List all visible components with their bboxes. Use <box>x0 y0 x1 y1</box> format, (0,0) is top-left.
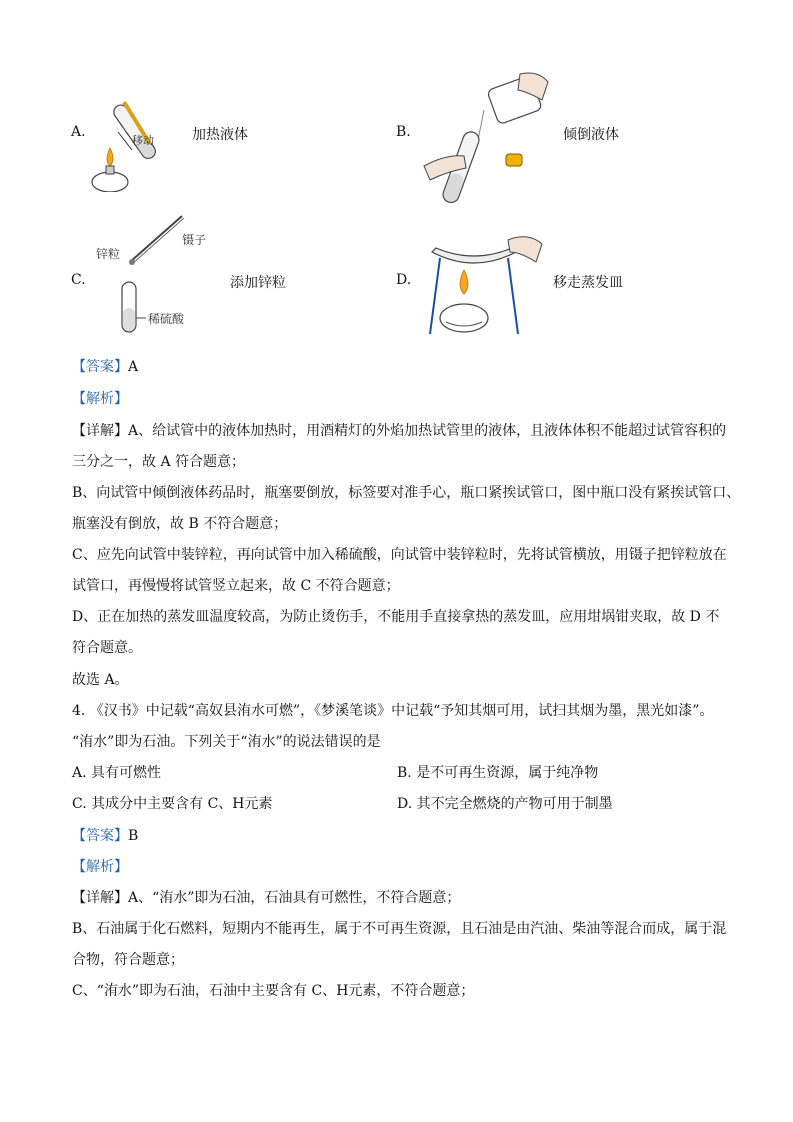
answer-value: B <box>128 828 139 844</box>
option-a-letter: A. <box>71 124 86 140</box>
detail-text: A、“洧水”即为石油，石油具有可燃性，不符合题意； <box>128 890 461 906</box>
detail-tag: 【详解】 <box>72 423 128 439</box>
pouring-liquid-figure <box>420 70 560 210</box>
q4-option-d: D. 其不完全燃烧的产物可用于制墨 <box>397 796 613 812</box>
option-c-caption: 添加锌粒 <box>230 275 286 291</box>
q3-line: C、应先向试管中装锌粒，再向试管中加入稀硫酸，向试管中装锌粒时，先将试管横放，用镊子把锌粒放在 <box>72 547 727 563</box>
svg-text:移动: 移动 <box>132 134 154 147</box>
q3-line: B、向试管中倾倒液体药品时，瓶塞要倒放，标签要对准手心，瓶口紧挨试管口，图中瓶口没有紧挨试管口、 <box>72 485 741 501</box>
option-d-caption: 移走蒸发皿 <box>553 275 623 291</box>
q4-analysis-tag: 【解析】 <box>72 859 128 875</box>
q3-line: 三分之一，故 A 符合题意； <box>72 454 246 470</box>
option-a-caption: 加热液体 <box>192 127 248 143</box>
option-b-letter: B. <box>396 124 411 140</box>
answer-tag: 【答案】 <box>72 359 128 375</box>
answer-value: A <box>128 359 139 375</box>
q4-line: C、“洧水”即为石油，石油中主要含有 C、H元素，不符合题意； <box>72 983 475 999</box>
q4-stem-line-1: 4. 《汉书》中记载“高奴县洧水可燃”，《梦溪笔谈》中记载“予知其烟可用，试扫其烟为墨，黑光如漆”。 <box>72 703 714 719</box>
q4-answer <box>72 826 138 846</box>
detail-text: A、给试管中的液体加热时，用酒精灯的外焰加热试管里的液体，且液体体积不能超过试管容积的 <box>128 423 727 439</box>
q3-answer <box>72 357 138 377</box>
svg-text:稀硫酸: 稀硫酸 <box>148 312 185 326</box>
answer-tag: 【答案】 <box>72 828 128 844</box>
q3-line: 故选 A。 <box>72 672 129 688</box>
evaporating-dish-figure <box>424 234 544 338</box>
heating-liquid-figure <box>88 92 188 192</box>
option-c-letter: C. <box>71 272 86 288</box>
svg-text:镊子: 镊子 <box>182 233 207 247</box>
q3-line: 符合题意。 <box>72 640 142 656</box>
q4-option-c: C. 其成分中主要含有 C、H元素 <box>72 796 273 812</box>
detail-tag: 【详解】 <box>72 890 128 906</box>
q3-line: D、正在加热的蒸发皿温度较高，为防止烫伤手，不能用手直接拿热的蒸发皿，应用坩埚钳夹取，故 D 不 <box>72 609 720 625</box>
svg-text:锌粒: 锌粒 <box>96 247 121 261</box>
q3-analysis-tag: 【解析】 <box>72 391 128 407</box>
q3-detail-line-0 <box>72 421 726 441</box>
q4-option-a: A. 具有可燃性 <box>72 765 162 781</box>
q4-detail-line-0 <box>72 888 460 908</box>
adding-zinc-figure <box>90 206 230 336</box>
option-d-letter: D. <box>396 272 412 288</box>
q4-line: 合物，符合题意； <box>72 952 184 968</box>
option-b-caption: 倾倒液体 <box>563 127 619 143</box>
q4-stem-line-2: “洧水”即为石油。下列关于“洧水”的说法错误的是 <box>72 734 381 750</box>
q3-line: 试管口，再慢慢将试管竖立起来，故 C 不符合题意； <box>72 578 400 594</box>
q4-line: B、石油属于化石燃料，短期内不能再生，属于不可再生资源，且石油是由汽油、柴油等混合而成，属于混 <box>72 921 727 937</box>
q3-line: 瓶塞没有倒放，故 B 不符合题意； <box>72 516 288 532</box>
q4-option-b: B. 是不可再生资源，属于纯净物 <box>397 765 599 781</box>
